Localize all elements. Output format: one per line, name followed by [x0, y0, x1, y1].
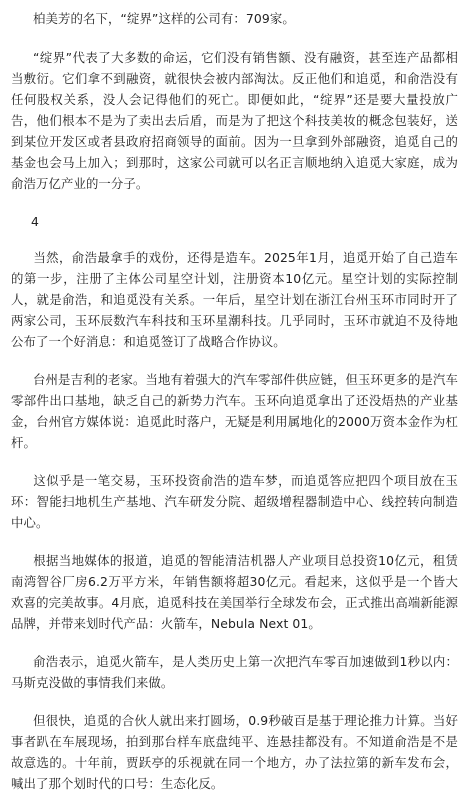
- paragraph: [11, 8, 458, 29]
- section-number: 4: [31, 214, 39, 229]
- paragraph-text: “绽界”代表了大多数的命运，它们没有销售额、没有融资，甚至连产品都相当敷衍。它们拿不到融资，就很快会被内部淘汰。反正他们和追觅，和俞浩没有任何股权关系，没人会记得他们的死亡。即便如此，“绽界”还是要大量投放广告，他们根本不是为了卖出去后盾，而是为了把这个科技美妆的概念包装好，送到某位开发区或者县政府招商领导的面前。因为一旦拿到外部融资，追觅自己的基金也会马上加入；到那时，这家公司就可以名正言顺地纳入追觅大家庭，成为俞浩万亿产业的一分子。: [11, 50, 458, 191]
- paragraph: [11, 470, 458, 533]
- paragraph-text: 当然，俞浩最拿手的戏份，还得是造车。2025年1月，追觅开始了自己造车的第一步，注册了主体公司星空计划，注册资本10亿元。星空计划的实际控制人，就是俞浩，和追觅没有关系。一年后，星空计划在浙江台州玉环市同时开了两家公司，玉环辰数汽车科技和玉环星潮科技。几乎同时，玉环市就迫不及待地公布了一个好消息：和追觅签订了战略合作协议。: [11, 250, 458, 349]
- paragraph-text: 俞浩表示，追觅火箭车，是人类历史上第一次把汽车零百加速做到1秒以内：马斯克没做的事情我们来做。: [11, 654, 458, 690]
- paragraph-text: 但很快，追觅的合伙人就出来打圆场，0.9秒破百是基于理论推力计算。当好事者趴在车展现场，拍到那台样车底盘纯平、连悬挂都没有。不知道俞浩是不是故意选的。十年前，贾跃亭的乐视就在同一个地方，办了法拉第的新车发布会，喊出了那个划时代的口号：生态化反。: [11, 713, 458, 791]
- paragraph-text: 这似乎是一笔交易，玉环投资俞浩的造车梦，而追觅答应把四个项目放在玉环：智能扫地机生产基地、汽车研发分院、超级增程器制造中心、线控转向制造中心。: [11, 473, 458, 530]
- paragraph: [11, 710, 458, 794]
- paragraph-text: 根据当地媒体的报道，追觅的智能清洁机器人产业项目总投资10亿元，租赁南湾智谷厂房6.2万平方米，年销售额将超30亿元。看起来，这似乎是一个皆大欢喜的完美故事。4月底，追觅科技在美国举行全球发布会，正式推出高端新能源品牌，并带来划时代产品：火箭车，Nebula Next 01。: [11, 553, 458, 631]
- paragraph: [11, 550, 458, 634]
- paragraph: [11, 369, 458, 453]
- paragraph-text: 柏美芳的名下，“绽界”这样的公司有：709家。: [33, 11, 295, 26]
- paragraph: [11, 247, 458, 352]
- paragraph: [11, 651, 458, 693]
- paragraph-text: 台州是吉利的老家。当地有着强大的汽车零部件供应链，但玉环更多的是汽车零部件出口基地，缺乏自己的新势力汽车。玉环向追觅拿出了还没焐热的产业基金，台州官方媒体说：追觅此时落户，无疑是利用属地化的2000万资本金作为杠杆。: [11, 372, 458, 450]
- paragraph: [11, 47, 458, 194]
